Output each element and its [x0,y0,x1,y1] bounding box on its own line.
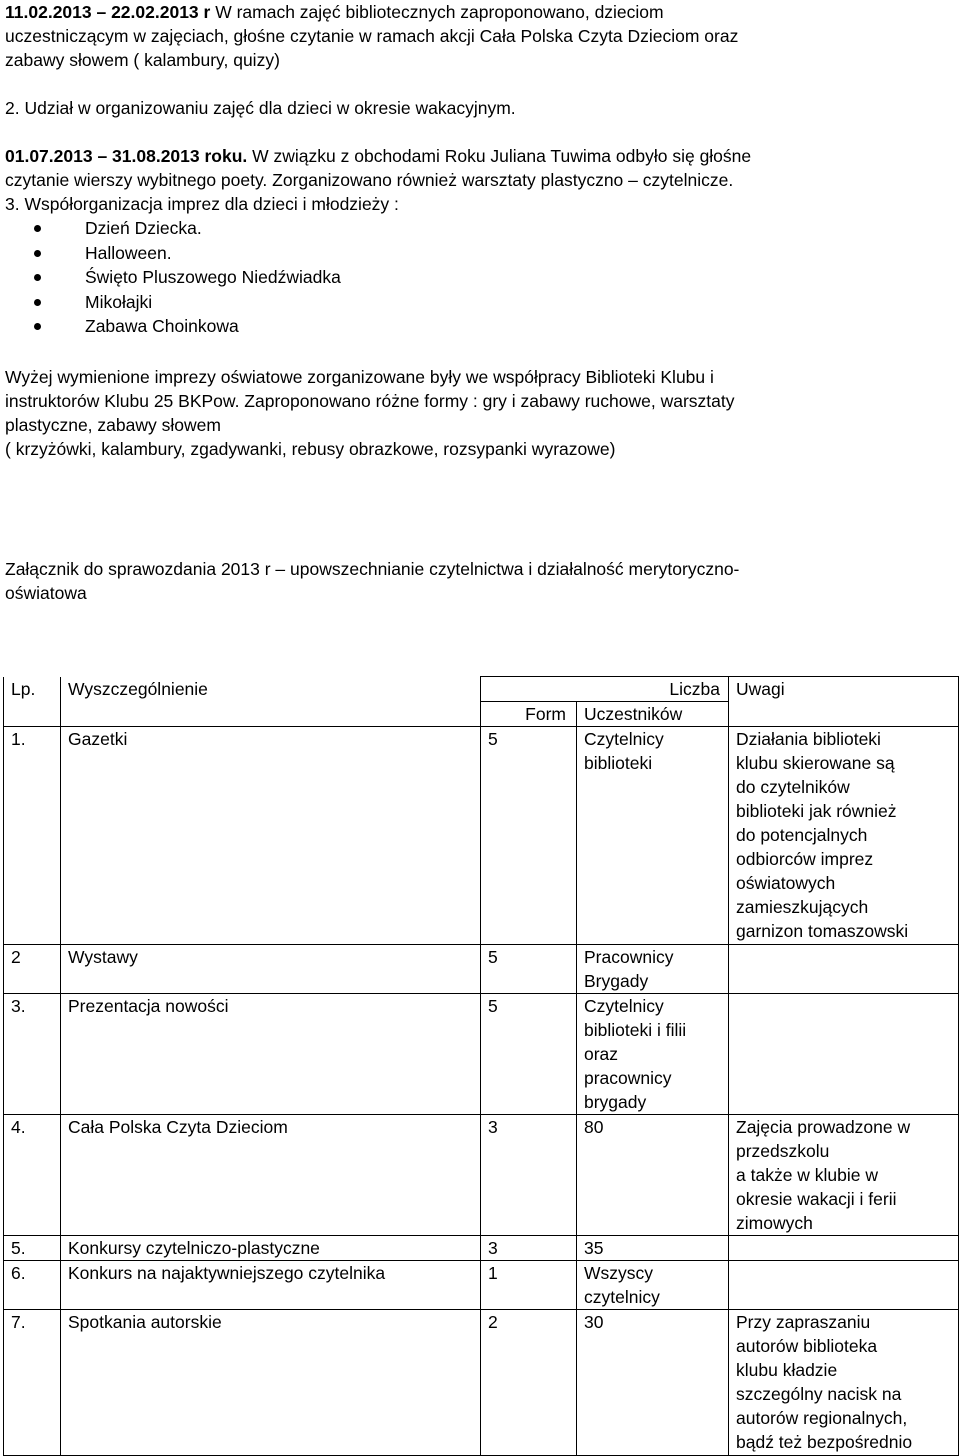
cell-participants [577,994,729,1115]
table-subheader-row [4,702,959,727]
header-participants: Uczestników [577,702,729,727]
section-2-text: W związku z obchodami Roku Juliana Tuwima odbyło się głośne [247,146,752,166]
list-item: Zabawa Choinkowa [5,314,341,339]
section-2-heading: 2. Udział w organizowaniu zajęć dla dzieci w okresie wakacyjnym. [5,98,516,118]
events-list [5,216,341,339]
notes-line: klubu kładzie [736,1360,838,1380]
notes-line: do potencjalnych [736,825,868,845]
header-notes-cont [729,702,959,727]
notes-line: zimowych [736,1213,813,1233]
cell-notes [729,945,959,994]
table-row [4,1115,959,1236]
notes-line: Działania biblioteki [736,729,881,749]
cell-form: 5 [481,994,577,1115]
notes-line: biblioteki jak również [736,801,897,821]
cell-notes [729,994,959,1115]
section-3-heading: 3. Współorganizacja imprez dla dzieci i młodzieży : [5,194,399,214]
cell-form: 1 [481,1261,577,1310]
participants-line: Pracownicy [584,947,674,967]
notes-line: garnizon tomaszowski [736,921,909,941]
cell-lp: 3. [4,994,61,1115]
list-item: Mikołajki [5,290,341,315]
header-liczba: Liczba [481,677,729,702]
section-2-date-range: 01.07.2013 – 31.08.2013 roku. [5,146,248,166]
notes-line: szczególny nacisk na [736,1384,902,1404]
list-item: Halloween. [5,241,341,266]
list-item: Święto Pluszowego Niedźwiadka [5,265,341,290]
intro-line-3: zabawy słowem ( kalambury, quizy) [5,50,280,70]
participants-line: Czytelnicy [584,729,664,749]
participants-line: brygady [584,1092,647,1112]
intro-line-2: uczestniczącym w zajęciach, głośne czytanie w ramach akcji Cała Polska Czyta Dzieciom oraz [5,26,739,46]
notes-line: klubu skierowane są [736,753,895,773]
cell-description: Prezentacja nowości [61,994,481,1115]
participants-line: Brygady [584,971,649,991]
attachment-title-2: oświatowa [5,583,87,603]
header-notes: Uwagi [729,677,959,702]
cell-notes [729,1236,959,1261]
attachment-title-1: Załącznik do sprawozdania 2013 r – upowszechnianie czytelnictwa i działalność merytoryczno- [5,559,740,579]
notes-line: do czytelników [736,777,850,797]
cell-notes [729,727,959,945]
cell-participants [577,727,729,945]
cell-participants: 80 [577,1115,729,1236]
header-description: Wyszczególnienie [61,677,481,702]
notes-line: Zajęcia prowadzone w [736,1117,911,1137]
intro-text: W ramach zajęć bibliotecznych zaproponowano, dzieciom [210,2,664,22]
cell-notes [729,1261,959,1310]
section-3-para-3: plastyczne, zabawy słowem [5,415,221,435]
table-row [4,727,959,945]
participants-line: biblioteki i filii [584,1020,687,1040]
cell-form: 3 [481,1236,577,1261]
section-3-para-4: ( krzyżówki, kalambury, zgadywanki, rebusy obrazkowe, rozsypanki wyrazowe) [5,439,616,459]
cell-participants [577,1261,729,1310]
notes-line: bądź też bezpośrednio [736,1432,913,1452]
table-row [4,1310,959,1456]
notes-line: autorów biblioteka [736,1336,878,1356]
notes-line: przedszkolu [736,1141,830,1161]
table-row [4,994,959,1115]
cell-participants: 35 [577,1236,729,1261]
cell-lp: 7. [4,1310,61,1456]
cell-lp: 6. [4,1261,61,1310]
notes-line: oświatowych [736,873,836,893]
participants-line: czytelnicy [584,1287,660,1307]
participants-line: biblioteki [584,753,653,773]
cell-description: Gazetki [61,727,481,945]
cell-form: 5 [481,727,577,945]
header-form: Form [481,702,577,727]
header-lp: Lp. [4,677,61,702]
notes-line: autorów regionalnych, [736,1408,908,1428]
intro-line-1 [5,0,955,24]
cell-form: 3 [481,1115,577,1236]
cell-lp: 1. [4,727,61,945]
cell-description: Spotkania autorskie [61,1310,481,1456]
section-2-line-1 [5,144,955,168]
cell-lp: 5. [4,1236,61,1261]
participants-line: Czytelnicy [584,996,664,1016]
participants-line: Wszyscy [584,1263,654,1283]
cell-lp: 4. [4,1115,61,1236]
notes-line: odbiorców imprez [736,849,874,869]
section-3-para-2: instruktorów Klubu 25 BKPow. Zaproponowano różne formy : gry i zabawy ruchowe, warsztaty [5,391,735,411]
cell-notes [729,1115,959,1236]
table-row [4,945,959,994]
section-2-line-2: czytanie wierszy wybitnego poety. Zorganizowano również warsztaty plastyczno – czytelnicze. [5,170,734,190]
table-row [4,1261,959,1310]
notes-line: okresie wakacji i ferii [736,1189,897,1209]
cell-participants [577,945,729,994]
cell-form: 5 [481,945,577,994]
cell-description: Wystawy [61,945,481,994]
report-table [3,676,959,1456]
cell-participants: 30 [577,1310,729,1456]
participants-line: oraz [584,1044,619,1064]
header-lp-cont [4,702,61,727]
list-item: Dzień Dziecka. [5,216,341,241]
notes-line: zamieszkujących [736,897,869,917]
cell-description: Cała Polska Czyta Dzieciom [61,1115,481,1236]
cell-lp: 2 [4,945,61,994]
header-description-cont [61,702,481,727]
section-3-para-1: Wyżej wymienione imprezy oświatowe zorganizowane były we współpracy Biblioteki Klubu i [5,367,714,387]
cell-description: Konkursy czytelniczo-plastyczne [61,1236,481,1261]
notes-line: Przy zapraszaniu [736,1312,871,1332]
table-row [4,1236,959,1261]
notes-line: a także w klubie w [736,1165,879,1185]
table-header-row [4,677,959,702]
intro-date-range: 11.02.2013 – 22.02.2013 r [5,2,211,22]
participants-line: pracownicy [584,1068,672,1088]
cell-description: Konkurs na najaktywniejszego czytelnika [61,1261,481,1310]
cell-notes [729,1310,959,1456]
cell-form: 2 [481,1310,577,1456]
